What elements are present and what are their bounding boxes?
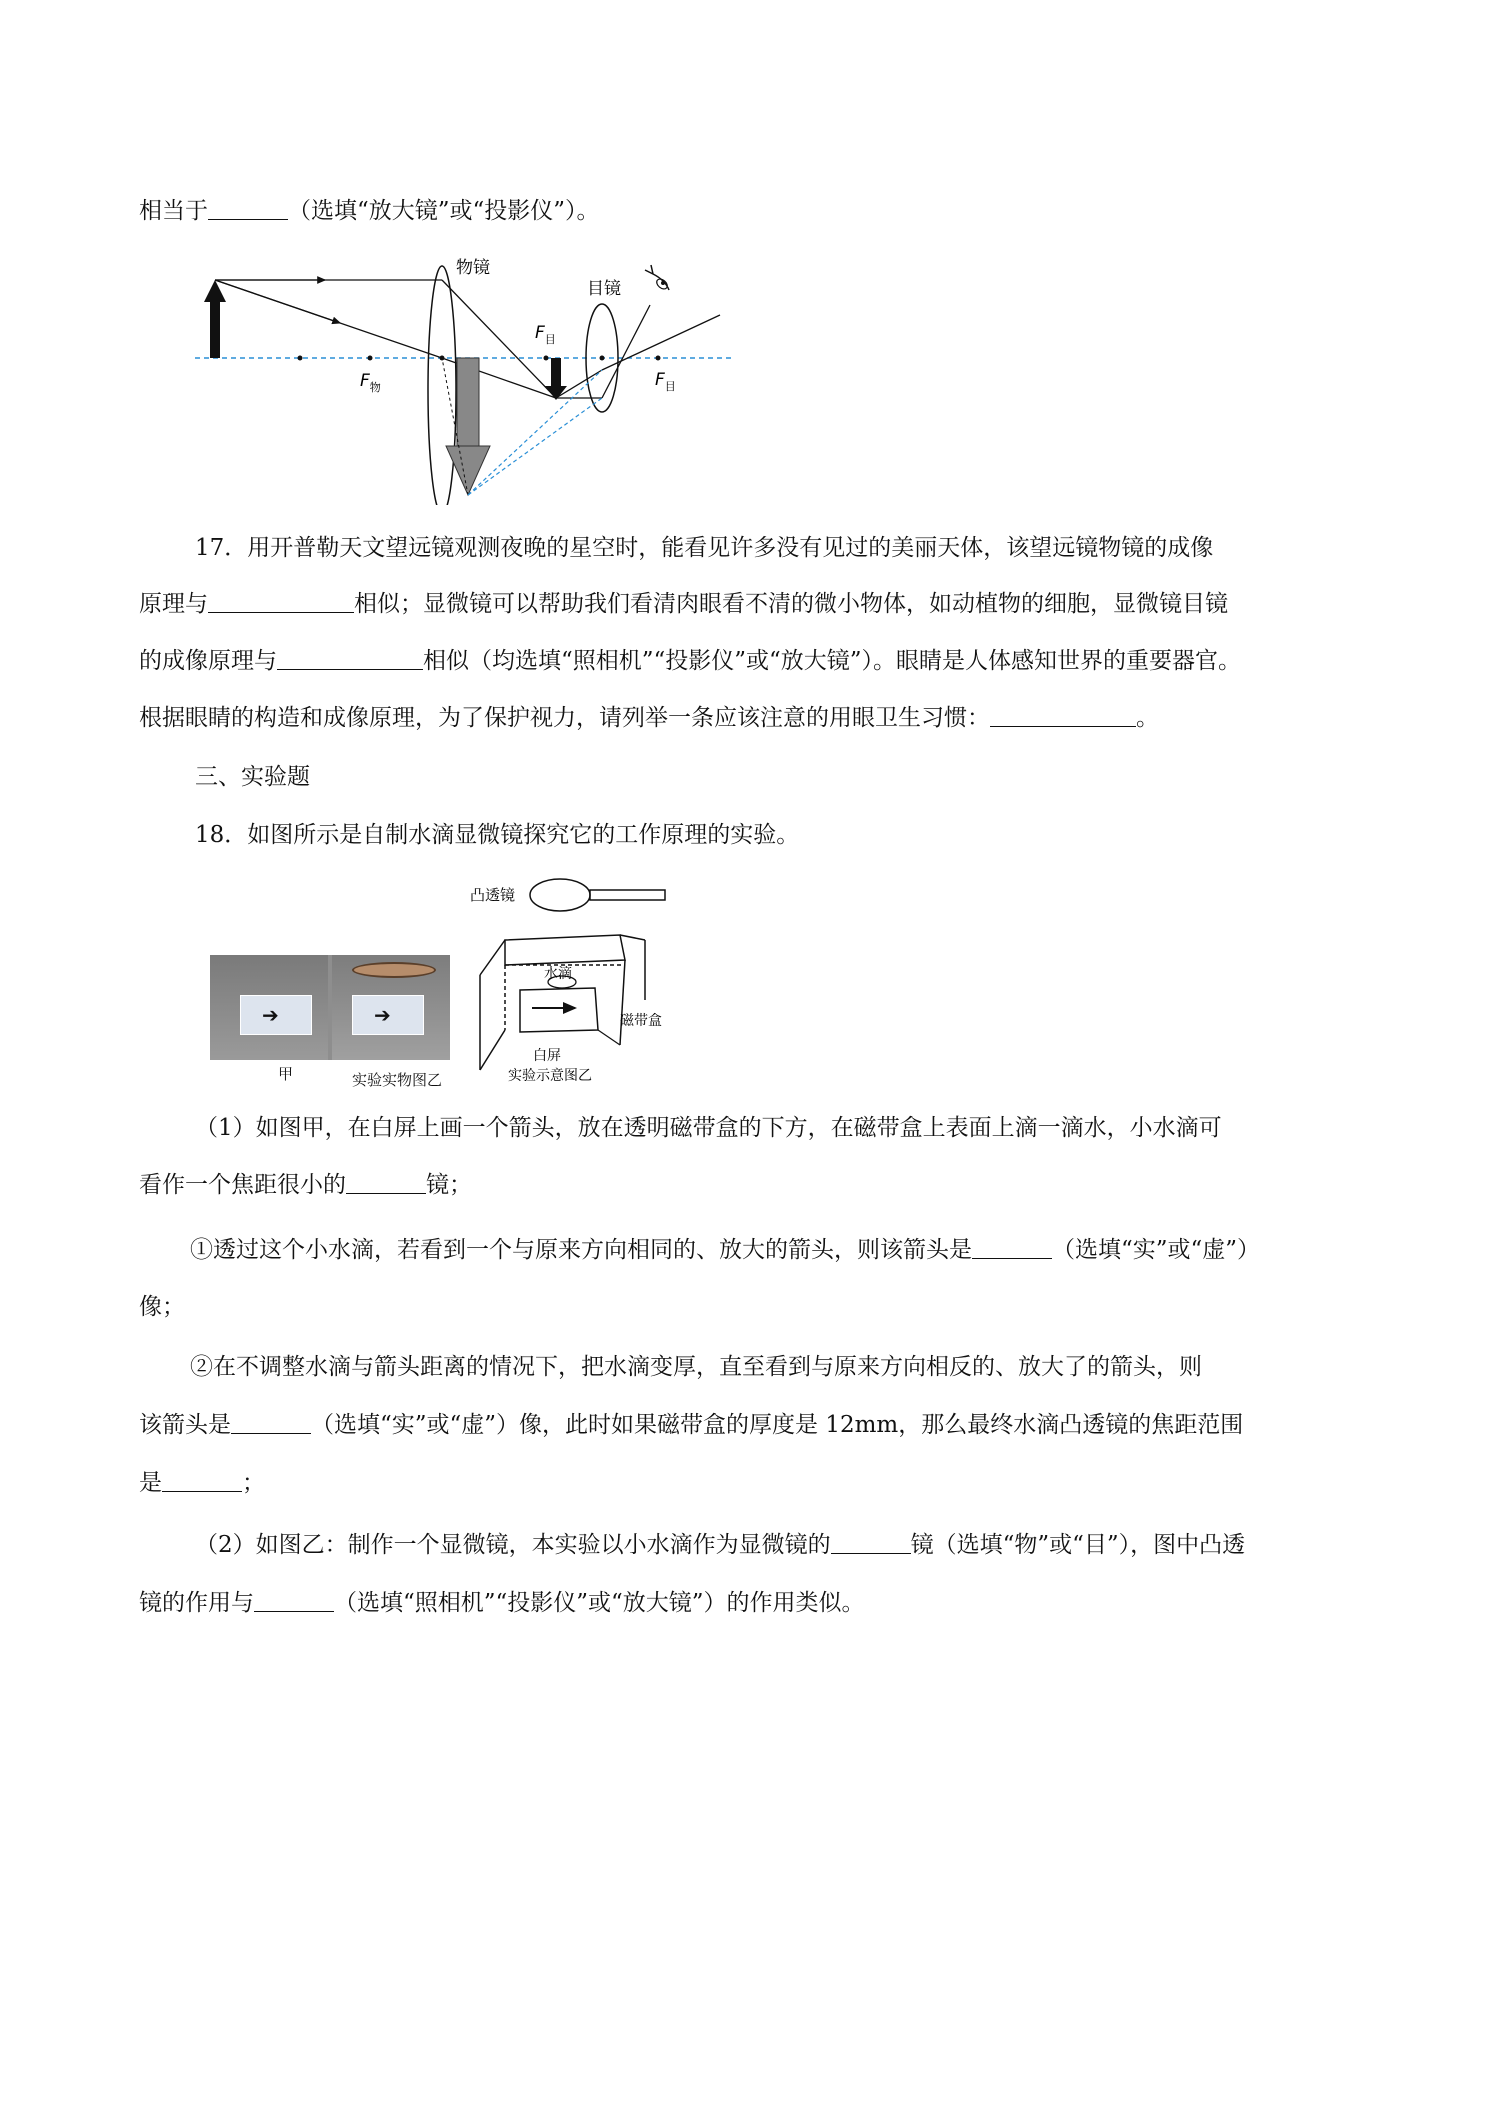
virtual-image-shaft: [457, 358, 479, 448]
q16-answer-line: [139, 196, 600, 226]
q18-p2-line-1: [195, 1530, 1245, 1560]
tape-box-label: 磁带盒: [620, 1013, 662, 1029]
q17-line-2: [139, 589, 1228, 619]
focal-point-dot: [600, 356, 605, 361]
q18-sub2-line-3: [139, 1468, 265, 1498]
objective-lens: [428, 266, 456, 505]
q18-sub2-line-2: [139, 1410, 1243, 1440]
object-arrow-shaft: [210, 300, 220, 358]
arrow-icon: ➔: [262, 1003, 279, 1027]
q16-blank[interactable]: [208, 197, 288, 220]
eye-icon: [645, 265, 669, 291]
tape-box-top: [505, 935, 625, 965]
microscope-ray-diagram: [190, 250, 750, 505]
photo-a-caption: 甲: [278, 1065, 294, 1083]
q18-sub1-line-2: 像；: [139, 1294, 185, 1320]
q18-blank-2[interactable]: [972, 1236, 1052, 1259]
section-title: 三、实验题: [195, 764, 310, 790]
objective-label: 物镜: [456, 258, 490, 278]
water-drop-label: 水滴: [544, 966, 572, 982]
q17-blank-3[interactable]: [990, 704, 1136, 727]
q17-blank-2[interactable]: [277, 647, 423, 670]
q16-text-post: （选填“放大镜”或“投影仪”）。: [288, 198, 600, 224]
q17-line-4: [139, 703, 1159, 733]
q18-blank-4[interactable]: [162, 1469, 242, 1492]
photo-b-caption: 实验实物图乙: [352, 1071, 443, 1089]
q18-sub2-line-2-pre: 该箭头是: [139, 1412, 231, 1438]
q18-p2-line-2-post: （选填“照相机”“投影仪”或“放大镜”）的作用类似。: [334, 1590, 865, 1616]
q17-line-3: [139, 646, 1241, 676]
convex-lens-label: 凸透镜: [470, 886, 516, 904]
focal-point-dot: [298, 356, 303, 361]
q18-p2-line-2: [139, 1588, 865, 1618]
q18-sub2-line-3-post: ；: [242, 1470, 265, 1496]
q17-line-3-pre: 的成像原理与: [139, 648, 277, 674]
q17-line-2-pre: 原理与: [139, 591, 208, 617]
q18-p1-line-1: （1）如图甲，在白屏上画一个箭头，放在透明磁带盒的下方，在磁带盒上表面上滴一滴水，小水滴可: [195, 1115, 1222, 1141]
q18-sub1-post: （选填“实”或“虚”）: [1052, 1237, 1261, 1263]
photo-b: [332, 955, 450, 1060]
arrow-icon: ➔: [374, 1003, 391, 1027]
q16-text-pre: 相当于: [139, 198, 208, 224]
photo-a: [210, 955, 328, 1060]
q18-intro: 18．如图所示是自制水滴显微镜探究它的工作原理的实验。: [195, 822, 800, 848]
q18-blank-3[interactable]: [231, 1411, 311, 1434]
convex-lens: [530, 879, 590, 911]
q18-p1-line-2: [139, 1170, 472, 1200]
q18-p2-line-1-pre: （2）如图乙：制作一个显微镜，本实验以小水滴作为显微镜的: [195, 1532, 831, 1558]
eyepiece-label: 目镜: [587, 279, 621, 299]
q18-sub2-line-2-post: （选填“实”或“虚”）像，此时如果磁带盒的厚度是 12mm，那么最终水滴凸透镜的焦距范围: [311, 1412, 1244, 1438]
q18-p1-line-2-post: 镜；: [426, 1172, 472, 1198]
f-objective-label: $F_物$: [360, 371, 381, 394]
real-image-shaft: [551, 358, 561, 388]
focal-point-dot: [544, 356, 549, 361]
experiment-schematic: [470, 870, 680, 1100]
q18-p1-line-2-pre: 看作一个焦距很小的: [139, 1172, 346, 1198]
q17-line-1: 17．用开普勒天文望远镜观测夜晚的星空时，能看见许多没有见过的美丽天体，该望远镜物镜的成像: [195, 535, 1214, 561]
white-screen-label: 白屏: [533, 1048, 561, 1064]
f-eyepiece-label-bottom: $F_目$: [655, 370, 676, 393]
q17-line-4-post: 。: [1136, 705, 1159, 731]
q18-sub1-pre: ①透过这个小水滴，若看到一个与原来方向相同的、放大的箭头，则该箭头是: [190, 1237, 972, 1263]
focal-point-dot: [368, 356, 373, 361]
lens-handle: [590, 890, 665, 900]
f-eyepiece-label-top: $F_目$: [535, 323, 556, 346]
q18-sub2-line-1: ②在不调整水滴与箭头距离的情况下，把水滴变厚，直至看到与原来方向相反的、放大了的箭头，则: [190, 1354, 1202, 1380]
focal-point-dot: [656, 356, 661, 361]
q18-p2-line-2-pre: 镜的作用与: [139, 1590, 254, 1616]
q18-p2-line-1-post: 镜（选填“物”或“目”），图中凸透: [910, 1532, 1246, 1558]
q18-sub2-line-3-pre: 是: [139, 1470, 162, 1496]
q17-line-4-pre: 根据眼睛的构造和成像原理，为了保护视力，请列举一条应该注意的用眼卫生习惯：: [139, 705, 990, 731]
schematic-caption: 实验示意图乙: [508, 1068, 592, 1084]
q18-blank-5[interactable]: [831, 1531, 911, 1554]
traced-ray: [468, 370, 602, 495]
q17-line-2-post: 相似；显微镜可以帮助我们看清肉眼看不清的微小物体，如动植物的细胞，显微镜目镜: [354, 591, 1228, 617]
q18-sub1-line-1: [190, 1235, 1260, 1265]
experiment-photos: [210, 955, 450, 1060]
q18-blank-6[interactable]: [254, 1589, 334, 1612]
q17-blank-1[interactable]: [208, 590, 354, 613]
q17-line-3-post: 相似（均选填“照相机”“投影仪”或“放大镜”）。眼睛是人体感知世界的重要器官。: [423, 648, 1242, 674]
white-screen: [520, 988, 598, 1032]
q18-blank-1[interactable]: [346, 1171, 426, 1194]
